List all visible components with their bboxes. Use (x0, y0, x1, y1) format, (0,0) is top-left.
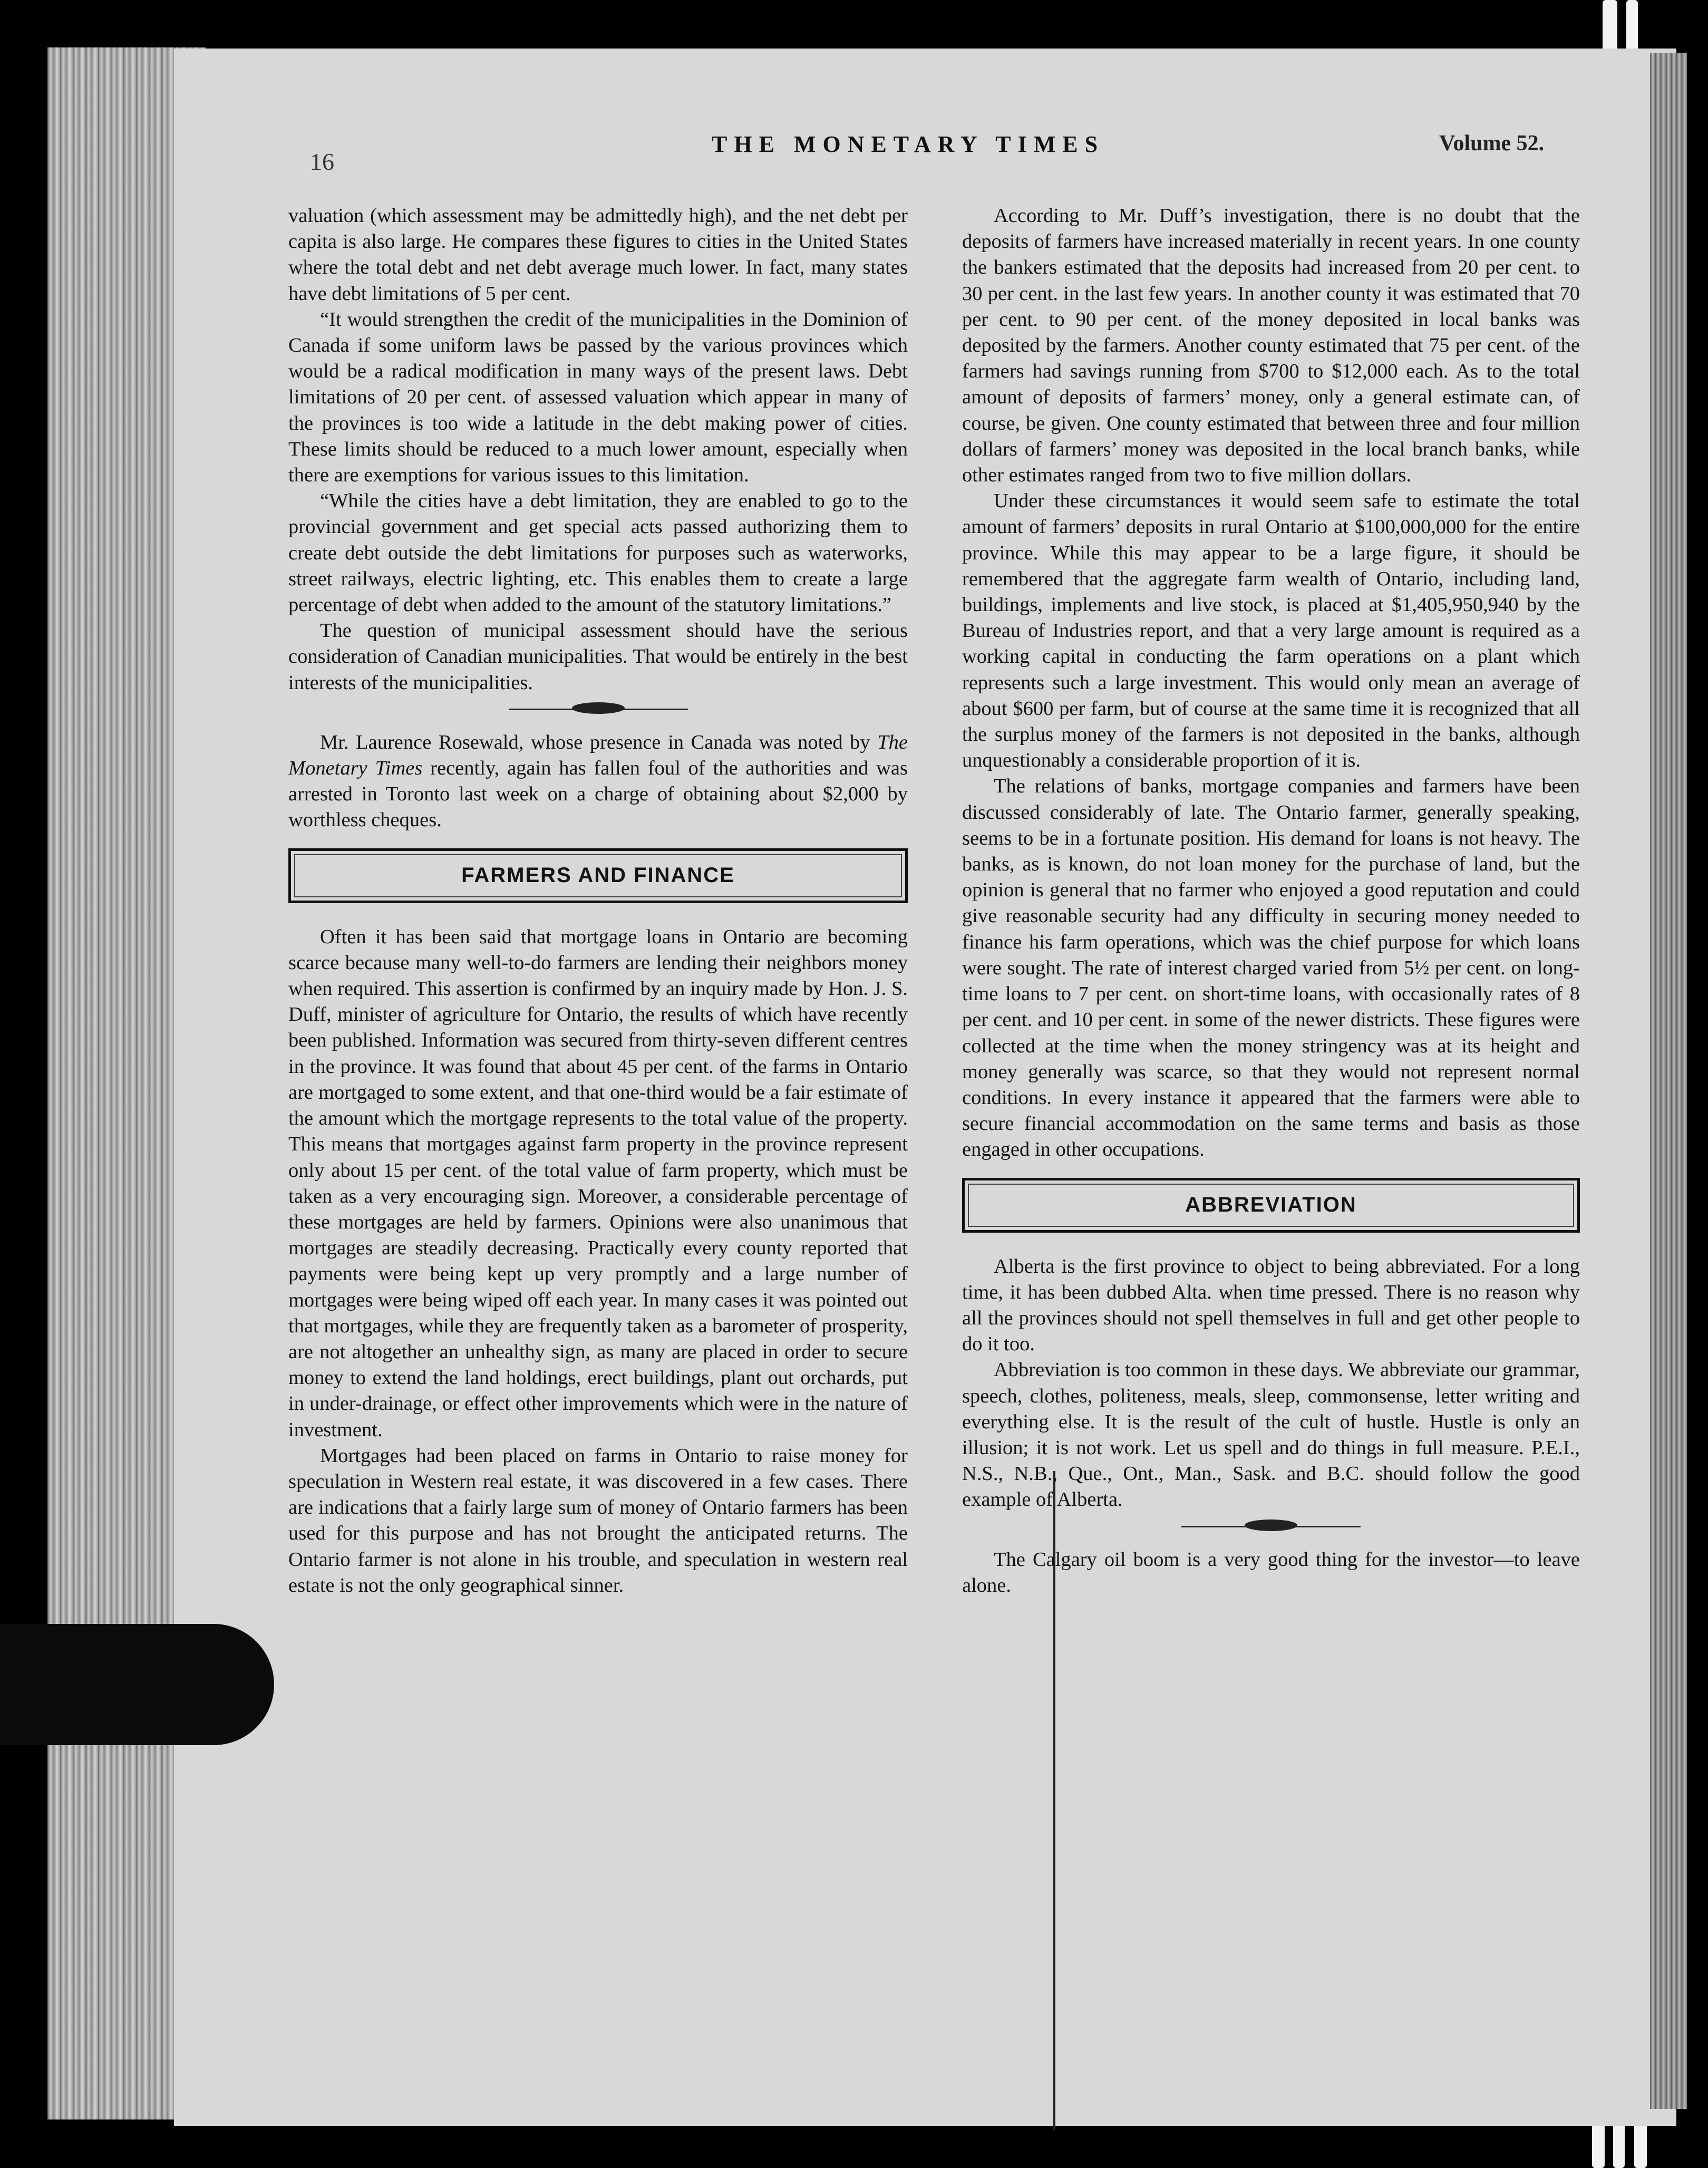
publication-title: THE MONETARY TIMES (712, 131, 1105, 157)
ornamental-separator (288, 699, 908, 719)
rosewald-paragraph (288, 730, 908, 834)
section-heading-abbreviation: ABBREVIATION (962, 1178, 1580, 1233)
paragraph: The question of municipal assessment should have the serious consideration of Canadian municipalities. That would be entirely in the best interests of the municipalities. (288, 620, 908, 694)
volume-label: Volume 52. (1439, 131, 1545, 156)
rosewald-text: Mr. Laurence Rosewald, whose presence in Canada was noted by (320, 731, 878, 753)
paragraph: Often it has been said that mortgage loans in Ontario are becoming scarce because many well-to-do farmers are lending their neighbors money when required. This assertion is confirmed by an inquiry made by Hon. J. S. Duff, minister of agriculture for Ontario, the results of which have recently been published. Information was secured from thirty-seven different centres in the province. It was found that about 45 per cent. of the farms in Ontario are mortgaged to some extent, and that one-third would be a fair estimate of the amount which the mortgage represents to the total value of the property. This means that mortgages against farm property in the province represent only about 15 per cent. of the total value of farm property, which must be taken as a very encouraging sign. Moreover, a considerable percentage of these mortgages are held by farmers. Opinions were also unanimous that mortgages are steadily decreasing. Practically every county reported that payments were being kept up very promptly and a large number of mortgages were being wiped off each year. In many cases it was pointed out that mortgages, while they are frequently taken as a barometer of prosperity, are not altogether an unhealthy sign, as many are placed in order to secure money to extend the land holdings, erect buildings, plant out orchards, put in under-drainage, or effect other improvements which were in the nature of investment. (288, 925, 908, 1441)
ornamental-separator (962, 1516, 1580, 1536)
paragraph: Abbreviation is too common in these days. We abbreviate our grammar, speech, clothes, politeness, meals, sleep, commonsense, letter writing and everything else. It is the result of the cult of hustle. Hustle is only an illusion; it is not work. Let us spell and do things in full measure. P.E.I., N.S., N.B., Que., Ont., Man., Sask. and B.C. should follow the good example of Alberta. (962, 1359, 1580, 1511)
paragraph: According to Mr. Duff’s investigation, there is no doubt that the deposits of farmers have increased materially in recent years. In one county the bankers estimated that the deposits had increased from 20 per cent. to 30 per cent. in the last few years. In another county it was estimated that 70 per cent. to 90 per cent. of the money deposited in local banks was deposited by the farmers. Another county estimated that 75 per cent. of the farmers had savings running from $700 to $12,000 each. As to the total amount of deposits of farmers’ money, only a general estimate can, of course, be given. One county estimated that between three and four million dollars of farmers’ money was deposited in the local branch banks, while other estimates ranged from two to five million dollars. (962, 205, 1580, 487)
paragraph: Under these circumstances it would seem safe to estimate the total amount of farmers’ deposits in rural Ontario at $100,000,000 for the entire province. While this may appear to be a large figure, it should be remembered that the aggregate farm wealth of Ontario, including land, buildings, implements and live stock, is placed at $1,405,950,940 by the Bureau of Industries report, and that a very large amount is required as a working capital in conducting the farm operations on a plant which represents such a large investment. This would only mean an average of about $600 per farm, but of course at the same time it is recognized that all the surplus money of the farmers is not deposited in the banks, although unquestionably a considerable proportion of it is. (962, 490, 1580, 772)
page-number: 16 (310, 148, 334, 175)
rosewald-text: recently, again has fallen foul of the authorities and was arrested in Toronto last week on a charge of obtaining about $2,000 by worthless cheques. (288, 757, 908, 831)
right-column (962, 203, 1580, 1599)
publication-name: The Monetary Times (288, 731, 908, 780)
page-header (295, 127, 1581, 175)
paragraph: Alberta is the first province to object to being abbreviated. For a long time, it has been dubbed Alta. when time pressed. There is no reason why all the provinces should not spell themselves in full and get other people to do it too. (962, 1255, 1580, 1356)
calgary-note: The Calgary oil boom is a very good thing for the investor—to leave alone. (962, 1548, 1580, 1596)
thumb-shadow (0, 1624, 274, 1745)
left-column (288, 203, 908, 1599)
paragraph: The relations of banks, mortgage companies and farmers have been discussed considerably of late. The Ontario farmer, generally speaking, seems to be in a fortunate position. His demand for loans is not heavy. The banks, as is known, do not loan money for the purchase of land, but the opinion is general that no farmer who enjoyed a good reputation and could give reasonable security had any difficulty in securing money needed to finance his farm operations, which was the chief purpose for which loans were sought. The rate of interest charged varied from 5½ per cent. on long-time loans to 7 per cent. on short-time loans, with occasionally rates of 8 per cent. and 10 per cent. in some of the newer districts. These figures were collected at the time when the money stringency was at its height and money generally was scarce, so that they would not represent normal conditions. In every instance it appeared that the farmers were able to secure financial accommodation on the same terms and basis as those engaged in other occupations. (962, 775, 1580, 1161)
paragraph: valuation (which assessment may be admittedly high), and the net debt per capita is also large. He compares these figures to cities in the United States where the total debt and net debt average much lower. In fact, many states have debt limitations of 5 per cent. (288, 205, 908, 305)
paragraph: “It would strengthen the credit of the municipalities in the Dominion of Canada if some uniform laws be passed by the various provinces which would be a radical modification in many ways of the present laws. Debt limitations of 20 per cent. of assessed valuation which appear in many of the provinces is too wide a latitude in the debt making power of cities. These limits should be reduced to a much lower amount, especially when there are exemptions for various issues to this limitation. (288, 308, 908, 487)
section-heading-farmers: FARMERS AND FINANCE (288, 848, 908, 903)
paragraph: “While the cities have a debt limitation, they are enabled to go to the provincial government and get special acts passed authorizing them to create debt outside the debt limitations for purposes such as waterworks, street railways, electric lighting, etc. This enables them to create a large percentage of debt when added to the amount of the statutory limitations.” (288, 490, 908, 616)
binding-edge (1650, 53, 1687, 2109)
paragraph: Mortgages had been placed on farms in Ontario to raise money for speculation in Western real estate, it was discovered in a few cases. There are indications that a fairly large sum of money of Ontario farmers has been used for this purpose and has not brought the anticipated returns. The Ontario farmer is not alone in his trouble, and speculation in western real estate is not the only geographical sinner. (288, 1444, 908, 1596)
